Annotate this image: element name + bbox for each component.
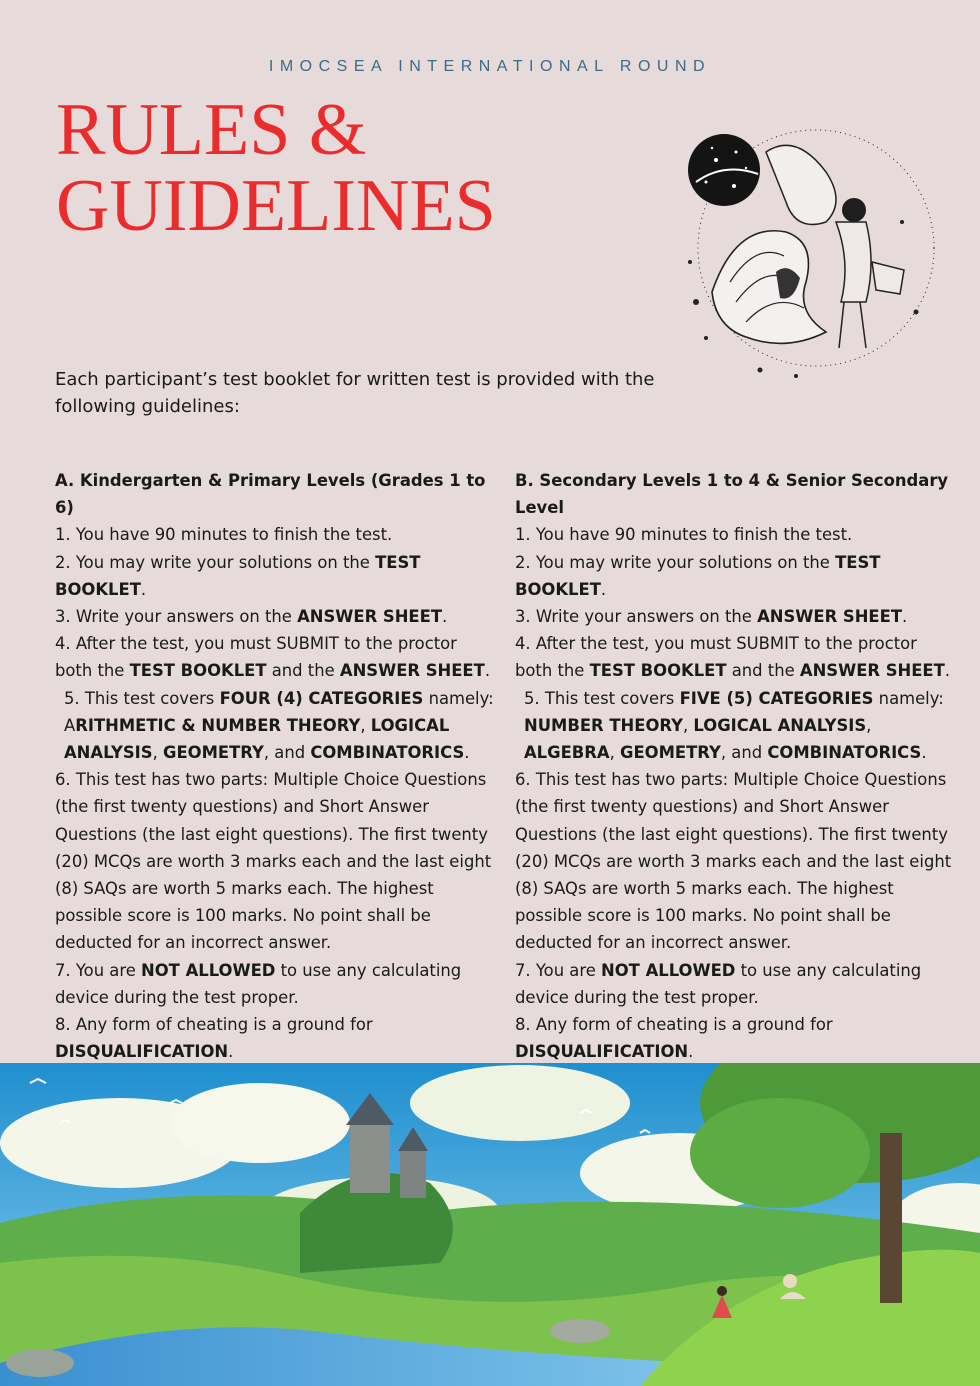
wave-illustration [676, 112, 938, 384]
rule-7 [55, 957, 495, 1011]
rule-text: 4. After the test, you must SUBMIT to the proctor both the [515, 634, 917, 681]
rule-8 [515, 1011, 955, 1065]
section-a [55, 467, 495, 1065]
rule-bold: NOT ALLOWED [601, 960, 736, 980]
kicker-text: IMOCSEA INTERNATIONAL ROUND [268, 58, 712, 75]
section-heading: A. Kindergarten & Primary Levels (Grades 1 to 6) [55, 471, 486, 518]
rule-text: namely: A [64, 688, 494, 735]
rule-bold: GEOMETRY [162, 743, 264, 763]
title-line-1: RULES & [56, 89, 367, 171]
rule-text: , and [263, 743, 311, 763]
rule-bold: TEST BOOKLET [55, 552, 421, 599]
landscape-illustration [0, 1063, 980, 1386]
rule-3 [515, 603, 955, 630]
rule-text: , [866, 715, 872, 735]
rule-text: 7. You are [55, 960, 142, 980]
rule-6: 6. This test has two parts: Multiple Choice Questions (the first twenty questions) and Short Answer Questions (the last eight questions). The first twenty (20) MCQs are worth 3 marks each and the last eight (8) SAQs are worth 5 marks each. The highest possible score is 100 marks. No point shall be deducted for an incorrect answer. [515, 770, 952, 953]
rule-2 [515, 549, 955, 603]
rule-text: . [902, 607, 908, 627]
rule-bold: FIVE (5) CATEGORIES [679, 688, 874, 708]
rule-5 [55, 685, 495, 767]
rule-bold: TEST BOOKLET [589, 661, 727, 681]
rule-text: 4. After the test, you must SUBMIT to the proctor both the [55, 634, 457, 681]
rule-bold: GEOMETRY [620, 743, 721, 763]
rule-text: and the [266, 661, 340, 681]
rule-text: , [152, 743, 163, 763]
rule-text: 8. Any form of cheating is a ground for [515, 1015, 833, 1035]
section-heading: B. Secondary Levels 1 to 4 & Senior Secondary Level [515, 471, 949, 518]
rule-bold: DISQUALIFICATION [55, 1042, 229, 1062]
rule-2 [55, 549, 495, 603]
rule-text: . [944, 661, 951, 681]
rule-4 [515, 630, 955, 684]
rule-text: . [600, 579, 607, 599]
rule-text: 2. You may write your solutions on the [55, 552, 376, 572]
rule-text: . [442, 607, 448, 627]
rule-bold: COMBINATORICS [767, 743, 922, 763]
rule-bold: COMBINATORICS [310, 743, 465, 763]
page-title [56, 89, 496, 247]
rule-text: , [609, 743, 621, 763]
rule-text: and the [726, 661, 800, 681]
rule-text: 2. You may write your solutions on the [515, 552, 836, 572]
rule-bold: FOUR (4) CATEGORIES [219, 688, 424, 708]
rule-bold: DISQUALIFICATION [515, 1042, 689, 1062]
rule-7 [515, 957, 955, 1011]
title-line-2: GUIDELINES [56, 165, 496, 247]
rule-text: 8. Any form of cheating is a ground for [55, 1015, 373, 1035]
rule-text: , [682, 715, 694, 735]
rule-1: 1. You have 90 minutes to finish the test. [55, 525, 393, 545]
rule-text: namely: [873, 688, 944, 708]
rule-text: to use any calculating device during the test proper. [55, 960, 462, 1007]
rule-bold: NOT ALLOWED [141, 960, 276, 980]
rule-text: . [688, 1042, 694, 1062]
rule-bold: NUMBER THEORY [524, 715, 683, 735]
rule-bold: LOGICAL ANALYSIS [693, 715, 867, 735]
rule-text: . [484, 661, 491, 681]
rule-text: . [140, 579, 147, 599]
rule-text: . [921, 743, 927, 763]
rule-3 [55, 603, 495, 630]
rule-bold: ANSWER SHEET [339, 661, 485, 681]
rule-text: 5. This test covers [524, 688, 680, 708]
rule-text: 3. Write your answers on the [55, 607, 298, 627]
rule-bold: ANSWER SHEET [799, 661, 945, 681]
rule-bold: TEST BOOKLET [129, 661, 267, 681]
rule-8 [55, 1011, 495, 1065]
section-b [515, 467, 955, 1065]
rule-text: 7. You are [515, 960, 602, 980]
rule-text: , and [720, 743, 768, 763]
rule-text: 3. Write your answers on the [515, 607, 758, 627]
rule-text: to use any calculating device during the test proper. [515, 960, 922, 1007]
rule-4 [55, 630, 495, 684]
rule-bold: LOGICAL ANALYSIS [64, 715, 450, 763]
rule-text: . [464, 743, 470, 763]
rule-text: . [228, 1042, 234, 1062]
intro-text: Each participant’s test booklet for written test is provided with the following guidelines: [55, 369, 655, 417]
rule-bold: TEST BOOKLET [515, 552, 881, 599]
rule-text: , [360, 715, 371, 735]
rule-1: 1. You have 90 minutes to finish the test. [515, 525, 853, 545]
rule-bold: ALGEBRA [524, 743, 610, 763]
rule-text: 5. This test covers [64, 688, 220, 708]
rule-bold: RITHMETIC & NUMBER THEORY [75, 715, 361, 735]
rule-5 [515, 685, 955, 767]
rule-bold: ANSWER SHEET [757, 607, 903, 627]
rule-bold: ANSWER SHEET [297, 607, 443, 627]
rule-6: 6. This test has two parts: Multiple Choice Questions (the first twenty questions) and Short Answer Questions (the last eight questions). The first twenty (20) MCQs are worth 3 marks each and the last eight (8) SAQs are worth 5 marks each. The highest possible score is 100 marks. No point shall be deducted for an incorrect answer. [55, 770, 492, 953]
